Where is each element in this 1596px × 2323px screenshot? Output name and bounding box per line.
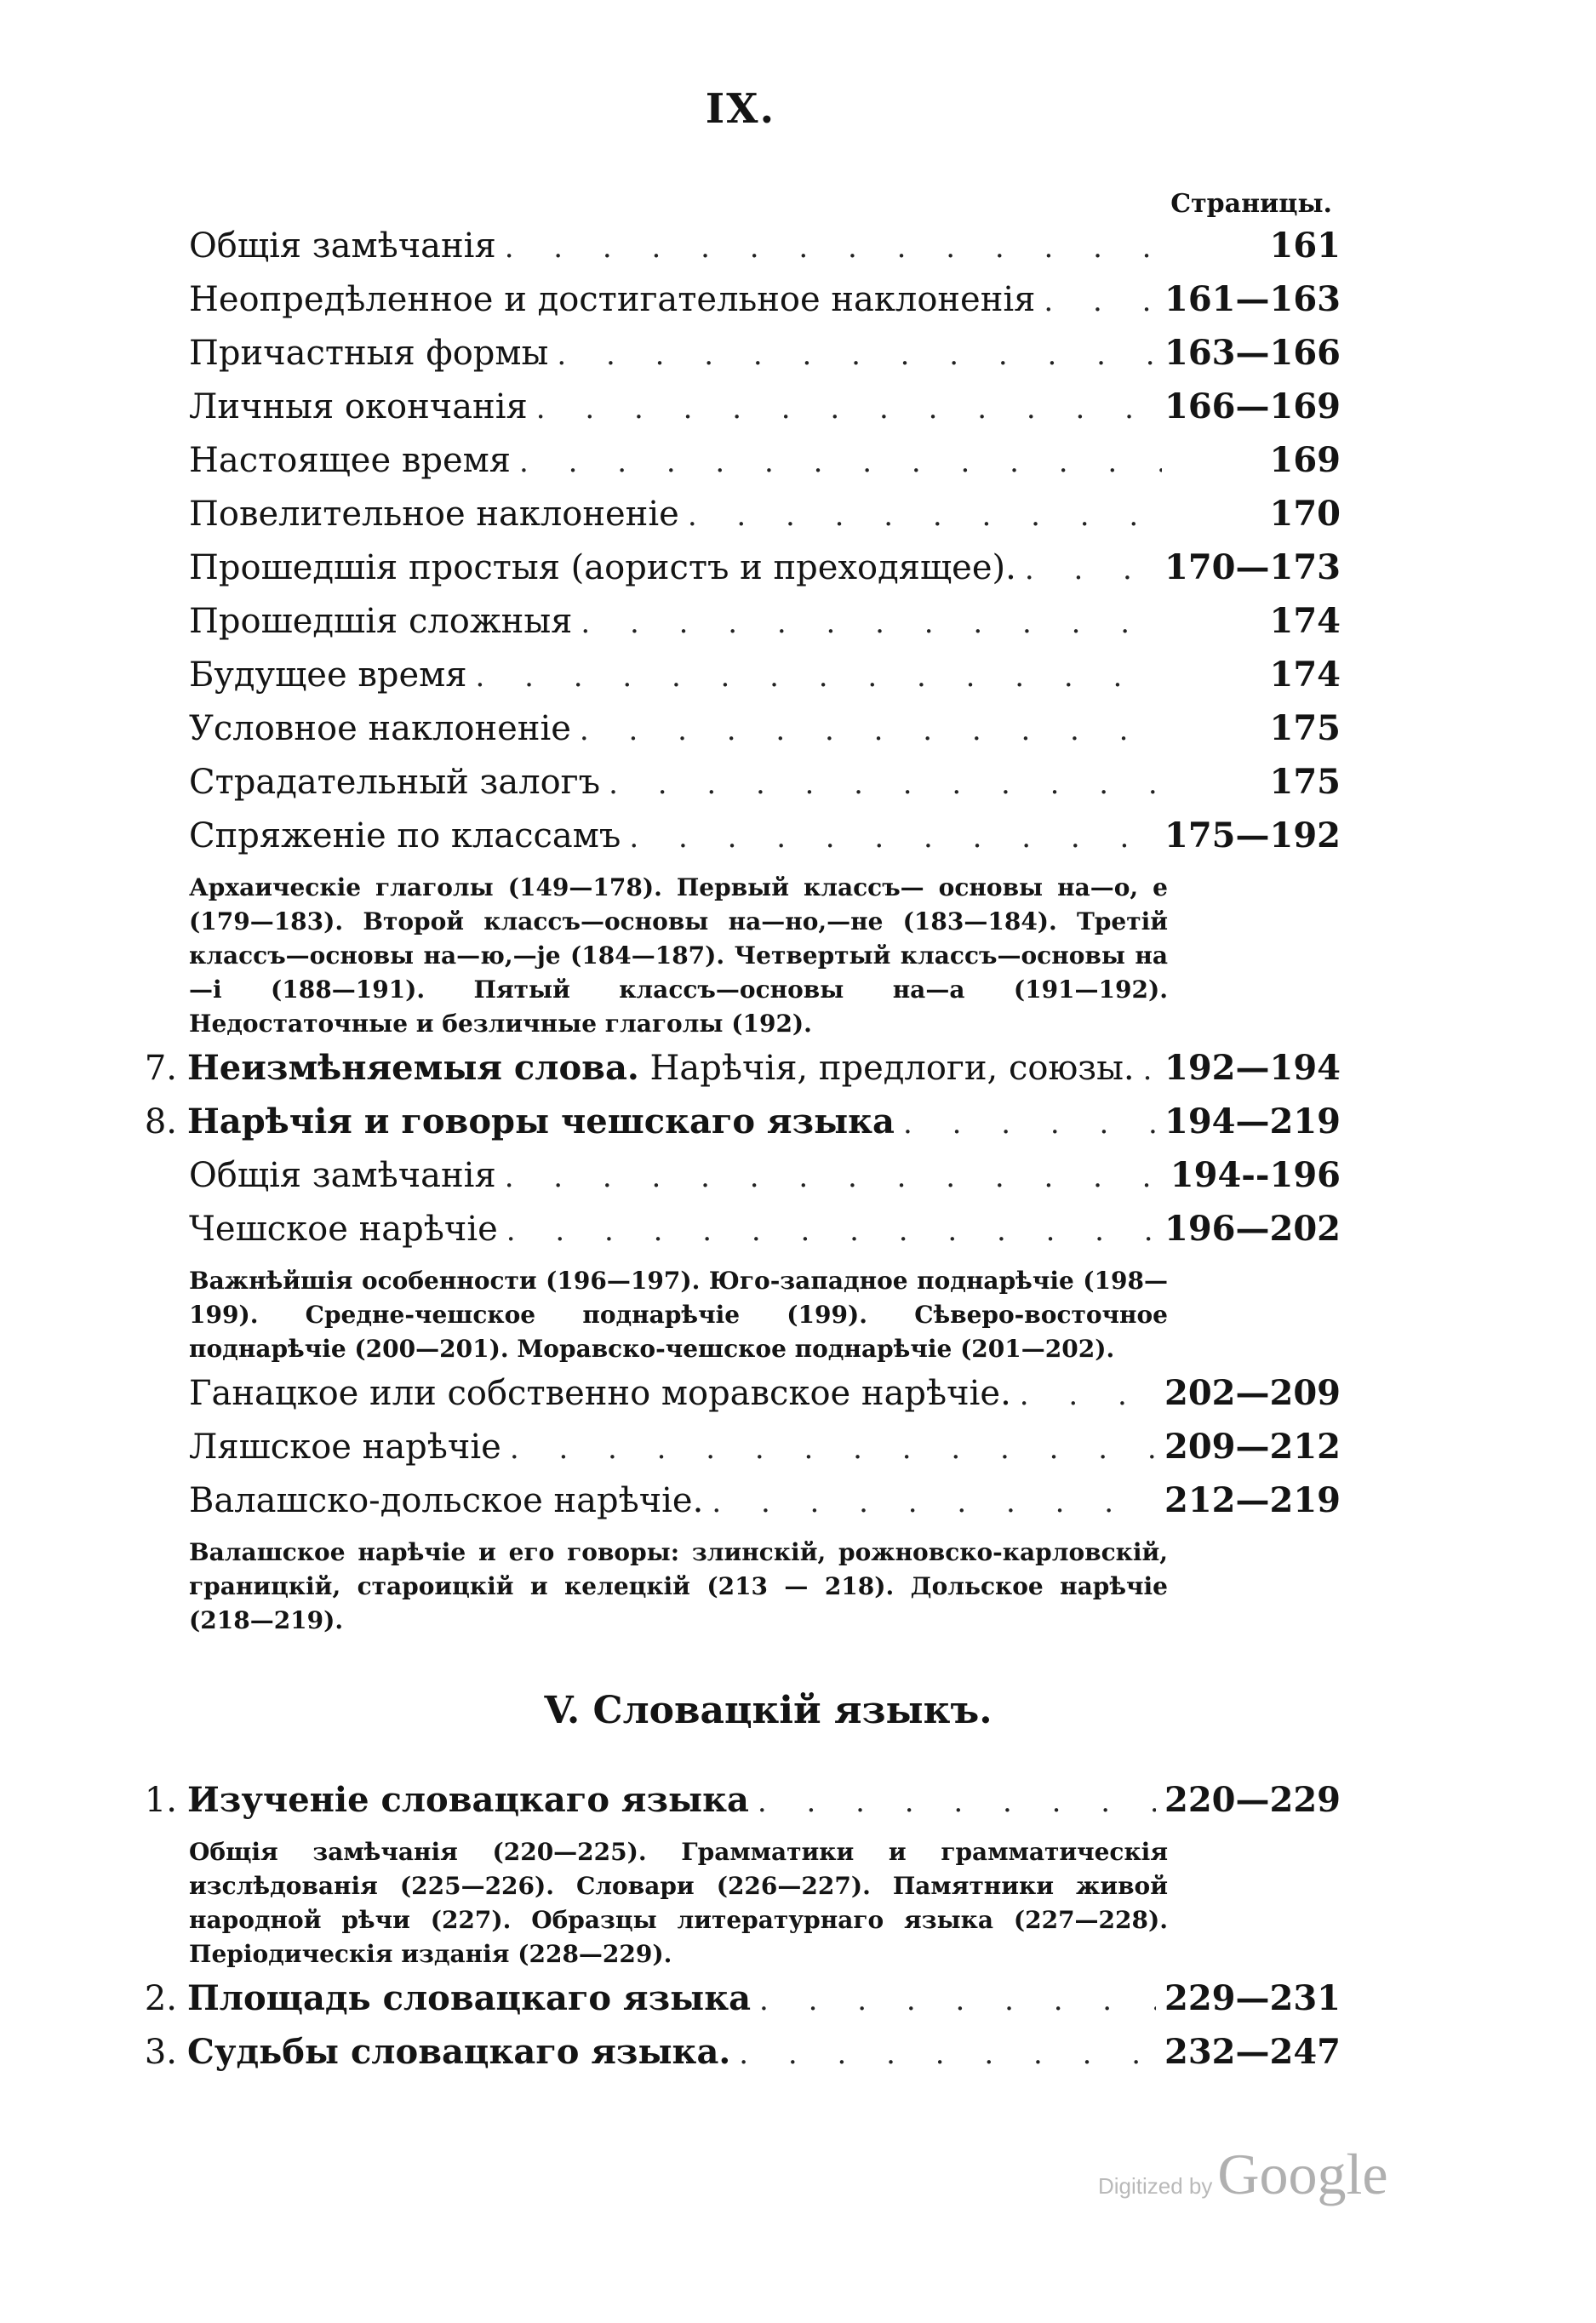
toc-group-d — [119, 1780, 1341, 1834]
section-title: V. Словацкій языкъ. — [544, 1689, 992, 1732]
toc-entry-title — [119, 1210, 498, 1249]
toc-group-a — [119, 226, 1341, 869]
toc-entry — [119, 1155, 1341, 1209]
toc-entry — [119, 1101, 1341, 1155]
toc-entry-number: 2. — [144, 1979, 177, 2018]
toc-entry — [119, 440, 1341, 494]
toc-entry-pages: 220—229 — [1164, 1780, 1341, 1820]
toc-entry — [119, 279, 1341, 333]
dot-leader — [506, 1214, 1156, 1248]
note-wallachian-dialect: Валашское нарѣчіе и его говоры: злинскій, рожновско-карловскій, границкій, староицкій и келецкій (213 — 218). Дольское нарѣчіе (218—219). — [189, 1538, 1168, 1634]
dot-leader — [581, 606, 1162, 640]
watermark-small-text: Digitized by — [1098, 2173, 1213, 2199]
toc-entry-title-main: Валашско-дольское нарѣчіе. — [189, 1481, 704, 1520]
toc-entry — [119, 386, 1341, 440]
toc-entry-title — [119, 602, 572, 641]
toc-entry — [119, 333, 1341, 386]
toc-entry-title-main: Страдательный залогъ — [189, 763, 601, 802]
toc-entry-pages: 166—169 — [1164, 386, 1341, 426]
toc-entry-title-main: Общія замѣчанія — [189, 226, 496, 266]
toc-entry-title — [119, 1374, 1011, 1413]
toc-entry-number: 1. — [144, 1781, 177, 1820]
toc-entry — [119, 601, 1341, 655]
toc-entry-pages: 202—209 — [1164, 1373, 1341, 1413]
toc-entry-pages: 196—202 — [1164, 1209, 1341, 1249]
toc-entry-title-main: Неизмѣняемыя слова. — [187, 1048, 639, 1088]
toc-entry-title — [187, 2032, 730, 2072]
toc-entry-title-main: Личныя окончанія — [189, 387, 528, 426]
toc-entry-title-main: Площадь словацкаго языка — [187, 1978, 751, 2018]
toc-entry-title-main: Нарѣчія и говоры чешскаго языка — [187, 1101, 895, 1141]
toc-entry-title — [187, 1780, 749, 1820]
toc-entry — [119, 1373, 1341, 1427]
toc-group-b — [119, 1048, 1341, 1262]
toc-entry-title — [119, 763, 600, 802]
dot-leader — [505, 231, 1162, 265]
toc-entry-title-rest: Нарѣчія, предлоги, союзы. — [638, 1049, 1135, 1088]
pages-column-header: Страницы. — [1170, 189, 1332, 219]
toc-entry-title — [119, 709, 571, 748]
toc-entry-pages: 169 — [1269, 440, 1341, 480]
toc-entry — [119, 1427, 1341, 1480]
dot-leader — [580, 713, 1162, 747]
toc-entry-title — [119, 334, 548, 373]
toc-entry-title — [119, 816, 621, 855]
dot-leader — [739, 2037, 1156, 2071]
toc-entry-title — [119, 655, 466, 695]
toc-entry-pages: 175 — [1269, 708, 1341, 748]
toc-entry-title — [119, 226, 496, 266]
toc-entry-pages: 192—194 — [1164, 1048, 1341, 1088]
toc-entry — [119, 655, 1341, 708]
toc-entry-title-main: Будущее время — [189, 655, 467, 695]
note-slovak-study: Общія замѣчанія (220—225). Грамматики и грамматическія изслѣдованія (225—226). Словари (226—227). Памятники живой народной рѣчи (227). Образцы литературнаго языка (227—228). Періодическія изданія (228—229). — [189, 1838, 1168, 1968]
toc-entry-title — [119, 1156, 496, 1195]
toc-entry-pages: 175—192 — [1164, 815, 1341, 855]
dot-leader — [629, 821, 1156, 855]
toc-entry-title — [187, 1101, 895, 1141]
toc-entry-number: 3. — [144, 2033, 177, 2072]
toc-entry-title — [187, 1048, 1135, 1088]
table-of-contents — [119, 226, 1341, 2086]
toc-entry-title-main: Ляшское нарѣчіе — [189, 1428, 501, 1467]
digitized-watermark — [1098, 2141, 1388, 2208]
toc-entry-title — [119, 495, 679, 534]
toc-entry-pages: 163—166 — [1164, 333, 1341, 373]
toc-entry-pages: 209—212 — [1164, 1427, 1341, 1467]
dot-leader — [609, 767, 1162, 801]
toc-entry-pages: 194--196 — [1170, 1155, 1341, 1195]
toc-entry — [119, 1978, 1341, 2032]
toc-entry — [119, 708, 1341, 762]
toc-entry-title-main: Чешское нарѣчіе — [189, 1210, 498, 1249]
toc-entry-title-main: Ганацкое или собственно моравское нарѣчіе. — [189, 1374, 1011, 1413]
toc-entry-title-main: Повелительное наклоненіе — [189, 495, 679, 534]
toc-entry-title-main: Спряженіе по классамъ — [189, 816, 621, 855]
toc-entry-pages: 161—163 — [1164, 279, 1341, 319]
note-conjugation-classes: Архаическіе глаголы (149—178). Первый классъ— основы на—о, е (179—183). Второй классъ—основы на—но,—не (183—184). Третій классъ—основы на—ю,—je (184—187). Четвертый классъ—основы на—i (188—191). Пятый классъ—основы на—а (191—192). Недостаточные и безличные глаголы (192). — [189, 873, 1168, 1038]
dot-leader — [1025, 552, 1156, 586]
toc-entry — [119, 226, 1341, 279]
toc-entry-title-main: Судьбы словацкаго языка. — [187, 2032, 731, 2072]
toc-entry-title — [119, 1428, 501, 1467]
dot-leader — [536, 392, 1156, 426]
toc-entry-title — [119, 280, 1035, 319]
dot-leader — [557, 338, 1156, 372]
toc-entry-pages: 194—219 — [1164, 1101, 1341, 1141]
dot-leader — [505, 1160, 1162, 1194]
dot-leader — [475, 660, 1162, 694]
toc-entry-title — [119, 441, 511, 480]
google-logo: Google — [1217, 2142, 1388, 2206]
toc-entry-title-main: Прошедшія простыя (аористъ и преходящее). — [189, 548, 1016, 587]
toc-entry — [119, 1780, 1341, 1834]
toc-entry — [119, 2032, 1341, 2086]
toc-entry — [119, 547, 1341, 601]
toc-entry-number: 7. — [144, 1049, 177, 1088]
page-number: IX. — [705, 85, 776, 133]
toc-group-e — [119, 1978, 1341, 2086]
dot-leader — [712, 1485, 1156, 1519]
toc-entry — [119, 762, 1341, 815]
dot-leader — [1020, 1378, 1156, 1412]
toc-entry-pages: 170—173 — [1164, 547, 1341, 587]
toc-entry-title-main: Настоящее время — [189, 441, 511, 480]
toc-entry-pages: 175 — [1269, 762, 1341, 802]
dot-leader — [510, 1432, 1156, 1466]
toc-entry-title-main: Причастныя формы — [189, 334, 549, 373]
toc-entry-pages: 229—231 — [1164, 1978, 1341, 2018]
toc-entry-pages: 174 — [1269, 655, 1341, 695]
toc-entry-title-main: Изученіе словацкаго языка — [187, 1780, 749, 1820]
toc-entry-pages: 170 — [1269, 494, 1341, 534]
dot-leader — [1044, 284, 1156, 318]
toc-entry-title-main: Неопредѣленное и достигательное наклоненія — [189, 280, 1036, 319]
toc-entry-title — [187, 1978, 751, 2018]
toc-entry-title — [119, 387, 528, 426]
toc-entry-pages: 212—219 — [1164, 1480, 1341, 1520]
toc-entry-title-main: Общія замѣчанія — [189, 1156, 496, 1195]
dot-leader — [758, 1785, 1156, 1819]
toc-entry — [119, 1209, 1341, 1262]
toc-entry-pages: 161 — [1269, 226, 1341, 266]
toc-entry-pages: 232—247 — [1164, 2032, 1341, 2072]
toc-entry — [119, 494, 1341, 547]
toc-entry-title — [119, 548, 1016, 587]
toc-entry-title-main: Условное наклоненіе — [189, 709, 571, 748]
dot-leader — [903, 1107, 1156, 1141]
toc-entry-pages: 174 — [1269, 601, 1341, 641]
toc-entry-title — [119, 1481, 703, 1520]
toc-entry-number: 8. — [144, 1102, 177, 1141]
dot-leader — [688, 499, 1162, 533]
toc-group-c — [119, 1373, 1341, 1534]
toc-entry-title-main: Прошедшія сложныя — [189, 602, 573, 641]
dot-leader — [519, 445, 1162, 479]
note-czech-dialect: Важнѣйшія особенности (196—197). Юго-западное поднарѣчіе (198—199). Средне-чешское поднарѣчіе (199). Сѣверо-восточное поднарѣчіе (200—201). Моравско-чешское поднарѣчіе (201—202). — [189, 1267, 1168, 1363]
dot-leader — [1143, 1053, 1156, 1087]
toc-entry — [119, 1048, 1341, 1101]
dot-leader — [759, 1983, 1156, 2017]
toc-entry — [119, 815, 1341, 869]
toc-entry — [119, 1480, 1341, 1534]
